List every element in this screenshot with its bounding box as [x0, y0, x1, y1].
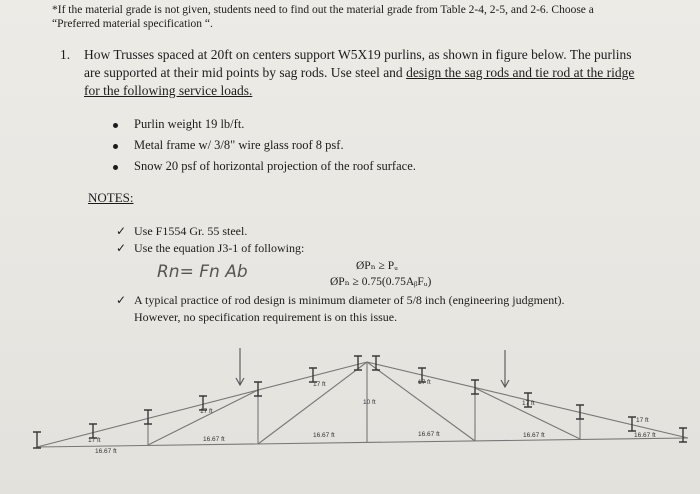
note-item-text: Use the equation J3-1 of following: — [134, 241, 305, 255]
equation-2: ØPₙ ≥ 0.75(0.75AᵦFᵤ) — [330, 276, 432, 288]
note-item-text: Use F1554 Gr. 55 steel. — [134, 224, 248, 238]
equation-1: ØPₙ ≥ Pᵤ — [356, 260, 398, 272]
bottom-chord — [37, 438, 688, 447]
checkmark-icon: ✓ — [116, 224, 127, 238]
purlin-icon — [679, 428, 687, 442]
slope-label: 17 ft — [636, 417, 649, 424]
slope-label: 17 ft — [418, 379, 431, 386]
panel-label: 16.67 ft — [418, 431, 440, 438]
slope-label: 17 ft — [200, 408, 213, 415]
note-item — [116, 224, 247, 239]
diagonal-web — [367, 362, 475, 441]
bullet-icon — [113, 123, 118, 128]
slope-label: 17 ft — [522, 400, 535, 407]
load-item-text: Metal frame w/ 3/8" wire glass roof 8 psf. — [134, 138, 344, 152]
intro-line-2: “Preferred material specification “. — [52, 18, 213, 30]
problem-number: 1. — [60, 47, 71, 62]
panel-label: 16.67 ft — [313, 432, 335, 439]
problem-line-2 — [84, 64, 634, 81]
slope-label: 17 ft — [313, 381, 326, 388]
intro-line-1: *If the material grade is not given, students need to find out the material grade from Table 2-4, 2-5, and 2-6. Choose a — [52, 4, 594, 16]
load-item-text: Snow 20 psf of horizontal projection of the roof surface. — [134, 159, 416, 173]
checkmark-icon: ✓ — [116, 293, 127, 307]
notes-heading: NOTES: — [88, 190, 134, 205]
purlin-icon — [33, 432, 41, 448]
load-item — [113, 159, 416, 174]
panel-label: 16.67 ft — [634, 432, 656, 439]
rise-label: 10 ft — [363, 399, 376, 406]
panel-label: 16.67 ft — [95, 448, 117, 455]
note-item — [116, 293, 565, 308]
purlin-icon — [144, 410, 152, 424]
problem-task-underlined: design the sag rods and tie rod at the ridge — [406, 65, 635, 80]
problem-line-1: How Trusses spaced at 20ft on centers support W5X19 purlins, as shown in figure below. The purlins — [84, 47, 632, 62]
checkmark-icon: ✓ — [116, 241, 127, 255]
panel-label: 16.67 ft — [523, 432, 545, 439]
handwritten-formula: Rn= Fn Ab — [157, 262, 248, 282]
slope-label: 17 ft — [88, 437, 101, 444]
dimension-labels — [88, 379, 656, 455]
purlin-icon — [89, 424, 97, 438]
purlin-marks — [33, 356, 687, 448]
load-item-text: Purlin weight 19 lb/ft. — [134, 117, 245, 131]
load-arrows — [236, 348, 509, 387]
bullet-icon — [113, 165, 118, 170]
problem-line-3: for the following service loads. — [84, 83, 253, 98]
purlin-icon — [354, 356, 362, 370]
arrow-down-icon — [501, 350, 509, 387]
note-item-text: A typical practice of rod design is minimum diameter of 5/8 inch (engineering judgment). — [134, 293, 565, 307]
bullet-icon — [113, 144, 118, 149]
note-item-continued: However, no specification requirement is on this issue. — [134, 310, 398, 324]
load-item — [113, 117, 244, 132]
panel-label: 16.67 ft — [203, 436, 225, 443]
problem-line-2-text: are supported at their mid points by sag rods. Use steel and — [84, 65, 407, 80]
arrow-down-icon — [236, 348, 244, 385]
load-item — [113, 138, 344, 153]
note-item — [116, 241, 304, 256]
truss-diagram — [0, 340, 700, 494]
